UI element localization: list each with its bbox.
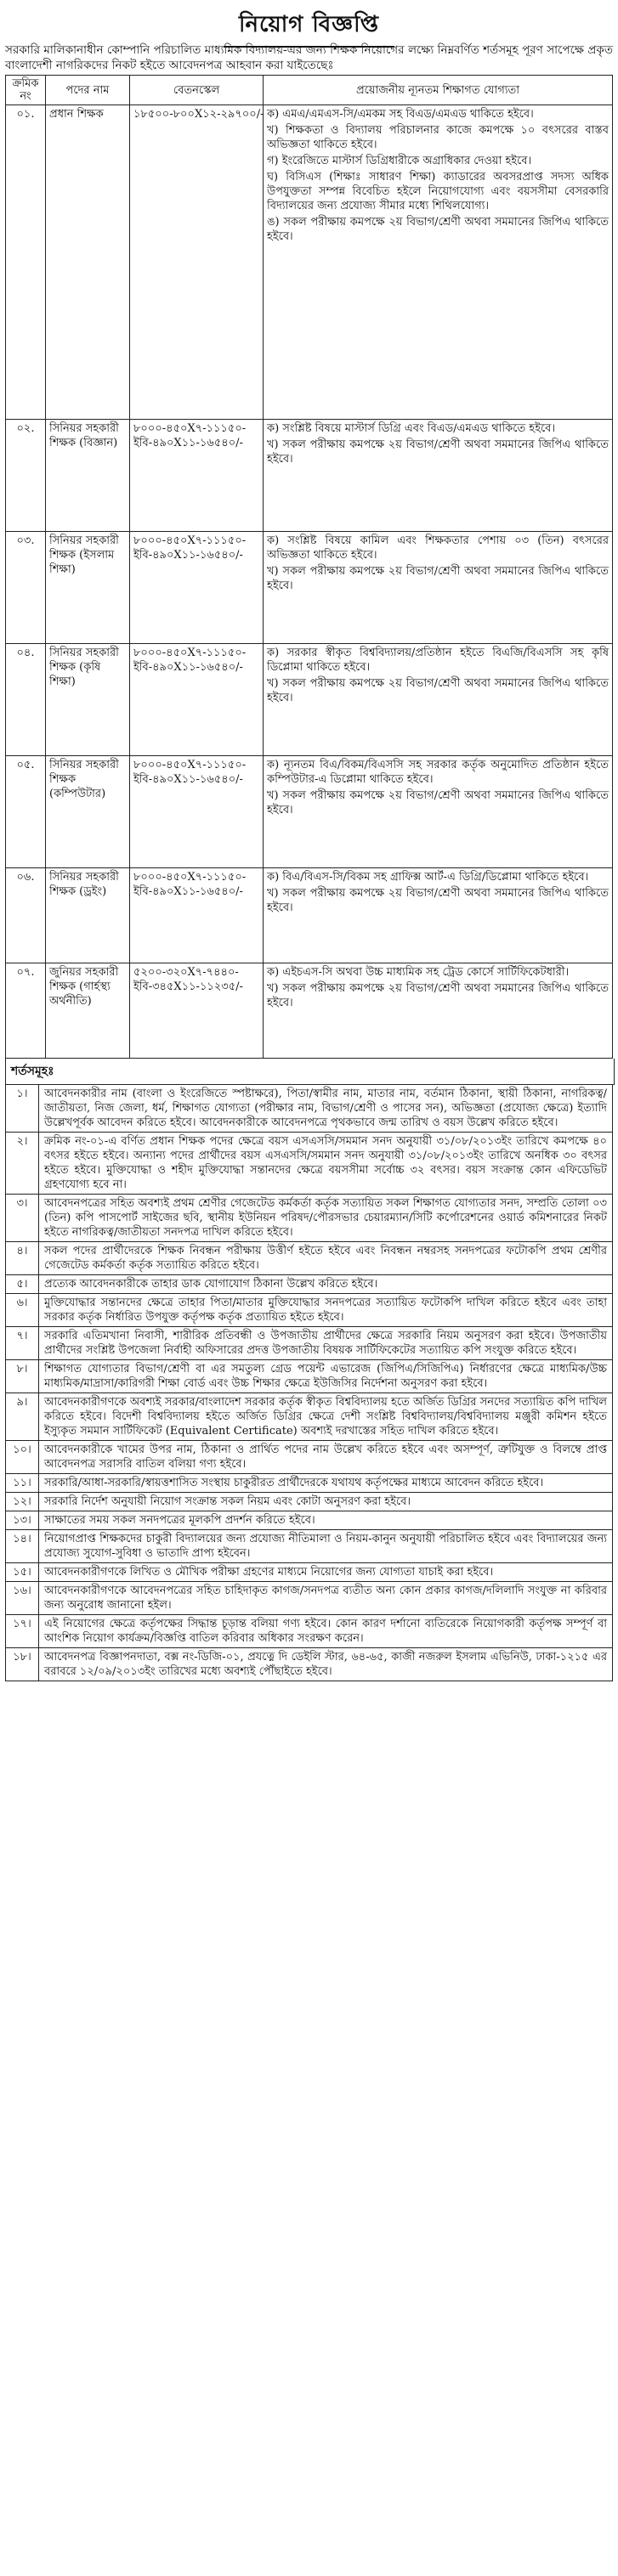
page-title: নিয়োগ বিজ্ঞপ্তি	[224, 5, 394, 48]
table-row	[6, 756, 613, 868]
requirement-item: খ) সকল পরীক্ষায় কমপক্ষে ২য় বিভাগ/শ্রেণী অথবা সমমানের জিপিএ থাকিতে হইবে।	[267, 565, 609, 592]
term-item	[6, 1562, 612, 1581]
term-item	[6, 1473, 612, 1492]
term-item	[6, 1293, 612, 1326]
term-number: ৭।	[6, 1327, 39, 1359]
post-name-cell: সিনিয়র সহকারী শিক্ষক (বিজ্ঞান)	[46, 420, 130, 532]
header-serial: ক্রমিক নং	[6, 76, 46, 105]
term-item	[6, 1326, 612, 1359]
requirements-cell	[264, 756, 613, 868]
pay-scale-cell: ৮০০০-৪৫০X৭-১১১৫০-ইবি-৪৯০X১১-১৬৫৪০/-	[130, 532, 264, 644]
post-name-cell: সিনিয়র সহকারী শিক্ষক (কম্পিউটার)	[46, 756, 130, 868]
term-text: আবেদনপত্রের সহিত অবশ্যই প্রথম শ্রেণীর গেজেটেড কর্মকর্তা কর্তৃক সত্যায়িত সকল শিক্ষাগত যোগ্যতার সনদ, সম্প্রতি তোলা ০৩ (তিন) কপি পাসপোর্ট সাইজের ছবি, স্থানীয় ইউনিয়ন পরিষদ/পৌরসভার চেয়ারম্যান/সিটি কর্পোরেশনের ওয়ার্ড কমিশনারের নিকট হইতে নাগরিকত্ব/জাতীয়তা সনদপত্র দাখিল করিতে হইবে।	[44, 1197, 607, 1239]
requirement-item: ক) সরকার স্বীকৃত বিশ্ববিদ্যালয়/প্রতিষ্ঠান হইতে বিএজি/বিএসসি সহ কৃষি ডিপ্লোমা থাকিতে হইবে।	[267, 647, 609, 674]
requirements-cell	[264, 105, 613, 420]
serial-cell: ০৭.	[6, 963, 46, 1059]
requirements-cell	[264, 420, 613, 532]
term-item	[6, 1393, 612, 1440]
term-item	[6, 1529, 612, 1562]
term-number: ১১।	[6, 1474, 39, 1492]
term-item	[6, 1132, 612, 1194]
requirement-item: খ) সকল পরীক্ষায় কমপক্ষে ২য় বিভাগ/শ্রেণী অথবা সমমানের জিপিএ থাকিতে হইবে।	[267, 789, 609, 816]
term-number: ১৩।	[6, 1511, 39, 1529]
term-item	[6, 1511, 612, 1529]
term-number: ২।	[6, 1133, 39, 1194]
term-text: আবেদনকারীগণকে আবেদনপত্রের সহিত চাহিদাকৃত কাগজ/সনদপত্র ব্যতীত অন্য কোন প্রকার কাগজ/দলিলাদি সংযুক্ত না করিবার জন্য অনুরোধ জানানো হইল।	[44, 1585, 607, 1612]
pay-scale-cell: ৮০০০-৪৫০X৭-১১১৫০-ইবি-৪৯০X১১-১৬৫৪০/-	[130, 644, 264, 756]
requirement-item: খ) সকল পরীক্ষায় কমপক্ষে ২য় বিভাগ/শ্রেণী অথবা সমমানের জিপিএ থাকিতে হইবে।	[267, 982, 609, 1009]
term-number: ৯।	[6, 1393, 39, 1440]
term-item	[6, 1359, 612, 1393]
serial-cell: ০৪.	[6, 644, 46, 756]
post-name-cell: জুনিয়র সহকারী শিক্ষক (গার্হস্থ্য অর্থনীতি)	[46, 963, 130, 1059]
table-row	[6, 105, 613, 420]
term-item	[6, 1274, 612, 1293]
intro-paragraph: সরকারি মালিকানাধীন কোম্পানি পরিচালিত মাধ্যমিক বিদ্যালয়-এর জন্য শিক্ষক নিয়োগের লক্ষ্যে নিম্নবর্ণিত শর্তসমূহ পূরণ সাপেক্ষে প্রকৃত বাংলাদেশী নাগরিকদের নিকট হইতে আবেদনপত্র আহবান করা যাইতেছেঃ	[5, 43, 613, 72]
term-item	[6, 1440, 612, 1473]
requirement-item: ক) ন্যূনতম বিএ/বিকম/বিএসসি সহ সরকার কর্তৃক অনুমোদিত প্রতিষ্ঠান হইতে কম্পিউটার-এ ডিপ্লোমা থাকিতে হইবে।	[267, 759, 609, 786]
requirement-item: ক) বিএ/বিএস-সি/বিকম সহ গ্রাফিক্স আর্ট-এ ডিগ্রি/ডিপ্লোমা থাকিতে হইবে।	[267, 871, 589, 884]
term-text: শিক্ষাগত যোগ্যতার বিভাগ/শ্রেণী বা এর সমতুল্য গ্রেড পয়েন্ট এভারেজ (জিপিএ/সিজিপিএ) নির্ধারণের ক্ষেত্রে মাধ্যমিক/উচ্চ মাধ্যমিক/মাদ্রাসা/কারিগরী শিক্ষা বোর্ড এবং উচ্চ শিক্ষার ক্ষেত্রে ইউজিসির নির্দেশনা অনুসরণ করা হইবে।	[44, 1363, 607, 1390]
term-text: আবেদনকারীগণকে অবশ্যই সরকার/বাংলাদেশ সরকার কর্তৃক স্বীকৃত বিশ্ববিদ্যালয় হতে অর্জিত ডিগ্রির সনদের সত্যায়িত কপি দাখিল করিতে হইবে। বিদেশী বিশ্ববিদ্যালয় হইতে অর্জিত ডিগ্রির ক্ষেত্রে দেশী সংশ্লিষ্ট বিশ্ববিদ্যালয়/বিশ্ববিদ্যালয় মঞ্জুরী কমিশন হইতে ইস্যুকৃত সমমান সার্টিফিকেট (Equivalent Certificate) অবশ্যই দরখাস্তের সহিত দাখিল করিতে হইবে।	[44, 1396, 607, 1438]
requirement-item: ক) সংশ্লিষ্ট বিষয়ে কামিল এবং শিক্ষকতার পেশায় ০৩ (তিন) বৎসরের অভিজ্ঞতা থাকিতে হইবে।	[267, 534, 609, 562]
requirements-cell	[264, 868, 613, 963]
requirement-item: ক) এইচএস-সি অথবা উচ্চ মাধ্যমিক সহ ট্রেড কোর্সে সার্টিফিকেটধারী।	[267, 966, 570, 979]
term-item	[6, 1492, 612, 1511]
pay-scale-cell: ৮০০০-৪৫০X৭-১১১৫০-ইবি-৪৯০X১১-১৬৫৪০/-	[130, 868, 264, 963]
requirement-item: খ) সকল পরীক্ষায় কমপক্ষে ২য় বিভাগ/শ্রেণী অথবা সমমানের জিপিএ থাকিতে হইবে।	[267, 677, 609, 704]
requirement-item: ঘ) বিসিএস (শিক্ষাঃ সাধারণ শিক্ষা) ক্যাডারের অবসরপ্রাপ্ত সদস্য অধিক উপযুক্ততা সম্পন্ন বিবেচিত হইলে নিয়োগযোগ্য এবং বয়সসীমা বেসরকারি বিদ্যালয়ের জন্য প্রযোজ্য সীমার মধ্যে শিথিলযোগ্য।	[267, 171, 609, 212]
term-number: ৬।	[6, 1294, 39, 1326]
requirements-cell	[264, 644, 613, 756]
term-text: এই নিয়োগের ক্ষেত্রে কর্তৃপক্ষের সিদ্ধান্ত চূড়ান্ত বলিয়া গণ্য হইবে। কোন কারণ দর্শানো ব্যতিরেকে নিয়োগকারী কর্তৃপক্ষ সম্পূর্ণ বা আংশিক নিয়োগ কার্যক্রম/বিজ্ঞপ্তি বাতিল করিবার অধিকার সংরক্ষণ করেন।	[44, 1618, 607, 1645]
pay-scale-cell: ৮০০০-৪৫০X৭-১১১৫০-ইবি-৪৯০X১১-১৬৫৪০/-	[130, 756, 264, 868]
requirements-cell	[264, 963, 613, 1059]
table-row	[6, 963, 613, 1059]
table-row	[6, 644, 613, 756]
requirement-item: গ) ইংরেজিতে মাস্টার্স ডিগ্রিধারীকে অগ্রাধিকার দেওয়া হইবে।	[267, 155, 532, 167]
term-item	[6, 1581, 612, 1614]
term-number: ৮।	[6, 1360, 39, 1393]
term-item	[6, 1194, 612, 1241]
title-wrap	[5, 5, 613, 39]
term-number: ১২।	[6, 1493, 39, 1511]
serial-cell: ০৬.	[6, 868, 46, 963]
table-row	[6, 420, 613, 532]
pay-scale-cell: ৫২০০-৩২০X৭-৭৪৪০-ইবি-৩৪৫X১১-১১২৩৫/-	[130, 963, 264, 1059]
table-body	[6, 105, 613, 1059]
post-name-cell: সিনিয়র সহকারী শিক্ষক (ড্রইং)	[46, 868, 130, 963]
term-text: সাক্ষাতের সময় সকল সনদপত্রের মূলকপি প্রদর্শন করিতে হইবে।	[44, 1514, 315, 1527]
term-number: ১৪।	[6, 1530, 39, 1562]
serial-cell: ০২.	[6, 420, 46, 532]
post-name-cell: সিনিয়র সহকারী শিক্ষক (ইসলাম শিক্ষা)	[46, 532, 130, 644]
term-text: সরকারি/আধা-সরকারি/স্বায়ত্তশাসিত সংস্থায় চাকুরীরত প্রার্থীদেরকে যথাযথ কর্তৃপক্ষের মাধ্যমে আবেদন করিতে হইবে।	[44, 1477, 544, 1489]
header-requirements: প্রয়োজনীয় ন্যূনতম শিক্ষাগত যোগ্যতা	[264, 76, 613, 105]
term-text: ক্রমিক নং-০১-এ বর্ণিত প্রধান শিক্ষক পদের ক্ষেত্রে বয়স এসএসসি/সমমান সনদ অনুযায়ী ৩১/০৮/২০১৩ইং তারিখে কমপক্ষে ৪০ বৎসর হইতে হইবে। অন্যান্য পদের প্রার্থীদের বয়স এসএসসি/সমমান সনদ অনুযায়ী ৩১/০৮/২০১৩ইং তারিখে অনধিক ৩০ বৎসর হইতে হইবে। মুক্তিযোদ্ধা ও শহীদ মুক্তিযোদ্ধা সন্তানদের ক্ষেত্রে বয়সসীমা সর্বোচ্চ ৩২ বৎসর। বয়স সংক্রান্ত কোন এফিডেভিট গ্রহণযোগ্য হবে না।	[44, 1135, 607, 1191]
posts-table	[5, 75, 613, 1059]
term-number: ১০।	[6, 1441, 39, 1473]
requirement-item: ক) এমএ/এমএস-সি/এমকম সহ বিএড/এমএড থাকিতে হইবে।	[267, 108, 534, 121]
post-name-cell: প্রধান শিক্ষক	[46, 105, 130, 420]
table-header-row	[6, 76, 613, 105]
serial-cell: ০১.	[6, 105, 46, 420]
term-number: ১৬।	[6, 1582, 39, 1614]
post-name-cell: সিনিয়র সহকারী শিক্ষক (কৃষি শিক্ষা)	[46, 644, 130, 756]
term-text: নিয়োগপ্রাপ্ত শিক্ষকদের চাকুরী বিদ্যালয়ের জন্য প্রযোজ্য নীতিমালা ও নিয়ম-কানুন অনুযায়ী পরিচালিত হইবে এবং বিদ্যালয়ের জন্য প্রযোজ্য সুযোগ-সুবিধা ও ভাতাদি প্রাপ্য হইবেন।	[44, 1533, 607, 1560]
term-text: সরকারি এতিমখানা নিবাসী, শারীরিক প্রতিবন্ধী ও উপজাতীয় প্রার্থীদের ক্ষেত্রে সরকারি নিয়ম অনুসরণ করা হইবে। উপজাতীয় প্রার্থীদের সংশ্লিষ্ট উপজেলা নির্বাহী অফিসারের প্রদত্ত উপজাতীয় বিষয়ক সার্টিফিকেটের সত্যায়িত কপি সংযুক্ত করিতে হইবে।	[44, 1330, 607, 1357]
term-text: আবেদনপত্র বিজ্ঞাপনদাতা, বক্স নং-ডিজি-০১, প্রযত্নে দি ডেইলি স্টার, ৬৪-৬৫, কাজী নজরুল ইসলাম এভিনিউ, ঢাকা-১২১৫ এর বরাবরে ১২/০৯/২০১৩ইং তারিখের মধ্যে অবশ্যই পৌঁছাইতে হইবে।	[44, 1651, 607, 1678]
term-text: আবেদনকারীকে খামের উপর নাম, ঠিকানা ও প্রার্থিত পদের নাম উল্লেখ করিতে হইবে এবং অসম্পূর্ণ, ত্রুটিযুক্ত ও বিলম্বে প্রাপ্ত আবেদনপত্র সরাসরি বাতিল বলিয়া গণ্য হইবে।	[44, 1443, 607, 1471]
table-row	[6, 532, 613, 644]
term-number: ১৭।	[6, 1615, 39, 1647]
header-scale: বেতনস্কেল	[130, 76, 264, 105]
terms-heading: শর্তসমূহঃ	[5, 1059, 615, 1085]
term-text: আবেদনকারীর নাম (বাংলা ও ইংরেজিতে স্পষ্টাক্ষরে), পিতা/স্বামীর নাম, মাতার নাম, বর্তমান ঠিকানা, স্থায়ী ঠিকানা, নাগরিকত্ব/জাতীয়তা, নিজ জেলা, ধর্ম, শিক্ষাগত যোগ্যতা (পরীক্ষার নাম, বিভাগ/শ্রেণী ও পাসের সন), অভিজ্ঞতা (প্রযোজ্য ক্ষেত্রে) ইত্যাদি উল্লেখপূর্বক আবেদন করিতে হইবে। আবেদনকারীকে আবেদনপত্রে পৃথকভাবে জন্ম তারিখ ও বয়স উল্লেখ করিতে হইবে।	[44, 1087, 607, 1129]
pay-scale-cell: ৮০০০-৪৫০X৭-১১১৫০-ইবি-৪৯০X১১-১৬৫৪০/-	[130, 420, 264, 532]
requirement-item: খ) সকল পরীক্ষায় কমপক্ষে ২য় বিভাগ/শ্রেণী অথবা সমমানের জিপিএ থাকিতে হইবে।	[267, 438, 609, 466]
header-post: পদের নাম	[46, 76, 130, 105]
requirement-item: খ) শিক্ষকতা ও বিদ্যালয় পরিচালনার কাজে কমপক্ষে ১০ বৎসরের বাস্তব অভিজ্ঞতা থাকিতে হইবে।	[267, 124, 609, 151]
term-item	[6, 1085, 612, 1132]
term-text: মুক্তিযোদ্ধার সন্তানদের ক্ষেত্রে তাহার পিতা/মাতার মুক্তিযোদ্ধার সনদপত্রের সত্যায়িত ফটোকপি দাখিল করিতে হইবে এবং তাহা সরকার কর্তৃক নির্ধারিত উপযুক্ত কর্তৃপক্ষ কর্তৃক প্রত্যায়িত হইতে হইবে।	[44, 1296, 607, 1324]
serial-cell: ০৩.	[6, 532, 46, 644]
table-row	[6, 868, 613, 963]
term-item	[6, 1241, 612, 1274]
requirement-item: খ) সকল পরীক্ষায় কমপক্ষে ২য় বিভাগ/শ্রেণী অথবা সমমানের জিপিএ থাকিতে হইবে।	[267, 887, 609, 914]
term-text: সকল পদের প্রার্থীদেরকে শিক্ষক নিবন্ধন পরীক্ষায় উত্তীর্ণ হইতে হইবে এবং নিবন্ধন নম্বরসহ সনদপত্রের ফটোকপি প্রথম শ্রেণীর গেজেটেড কর্মকর্তা কর্তৃক সত্যায়িত করিতে হইবে।	[44, 1245, 607, 1272]
term-number: ১৮।	[6, 1648, 39, 1681]
requirement-item: ক) সংশ্লিষ্ট বিষয়ে মাস্টার্স ডিগ্রি এবং বিএড/এমএড থাকিতে হইবে।	[267, 422, 556, 435]
term-item	[6, 1614, 612, 1647]
term-number: ১৫।	[6, 1563, 39, 1581]
term-text: প্রত্যেক আবেদনকারীকে তাহার ডাক যোগাযোগ ঠিকানা উল্লেখ করিতে হইবে।	[44, 1278, 378, 1291]
term-number: ৪।	[6, 1242, 39, 1274]
term-number: ৩।	[6, 1195, 39, 1241]
term-text: আবেদনকারীগণকে লিখিত ও মৌখিক পরীক্ষা গ্রহণের মাধ্যমে নিয়োগের জন্য যোগ্যতা যাচাই করা হইবে।	[44, 1566, 494, 1579]
term-number: ৫।	[6, 1275, 39, 1293]
requirements-cell	[264, 532, 613, 644]
terms-list	[5, 1085, 613, 1681]
serial-cell: ০৫.	[6, 756, 46, 868]
term-item	[6, 1647, 612, 1681]
pay-scale-cell: ১৮৫০০-৮০০X১২-২৯৭০০/-	[130, 105, 264, 420]
term-text: সরকারি নির্দেশ অনুযায়ী নিয়োগ সংক্রান্ত সকল নিয়ম এবং কোটা অনুসরণ করা হইবে।	[44, 1495, 411, 1508]
term-number: ১।	[6, 1085, 39, 1132]
requirement-item: ঙ) সকল পরীক্ষায় কমপক্ষে ২য় বিভাগ/শ্রেণী অথবা সমমানের জিপিএ থাকিতে হইবে।	[267, 216, 609, 243]
